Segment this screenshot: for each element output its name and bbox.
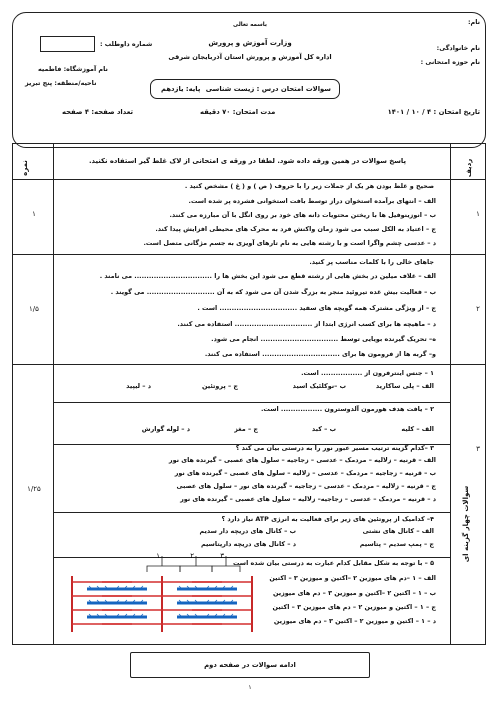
continue-notice: ادامه سوالات در صفحه دوم [204,661,296,669]
q3-s4-option-c: ج – پمپ سدیم – پتاسیم [359,540,434,548]
basmala: باسمه تعالی [233,22,267,28]
q3-s4-prompt: ۴– کدامیک از پروتئین های زیر برای فعالیت به انرژی ATP نیاز دارد ؟ [221,515,434,523]
score-column-divider [53,144,54,644]
q2-item-d: د – ماهیچه ها برای کسب انرژی ابتدا از ................................ استفاده می کنند. [177,320,436,328]
q1-prompt: صحیح و غلط بودن هر یک از جملات زیر را با حروف ( ص ) و ( غ ) مشخص کنید . [184,182,434,190]
q3-s5-option-a: الف – ۱ –دم های میوزین ۲ –اکتین و میوزین ۳ – اکتین [269,574,436,582]
exam-title-banner [150,79,340,99]
q2-item-e: ه– تحریک گیرنده بویایی توسط ................................ انجام می شود. [211,335,436,343]
student-id-label: شماره داوطلب : [100,40,153,48]
q3-s1-prompt: ۱ – جنس اینترفرون از ................. است. [301,369,434,377]
q3-s3-option-c: ج – قرنیه – زلالیه – مردمک – عدسی – زجاجیه – گیرنده های نور – سلول های عصبی [176,482,436,490]
q2-divider [13,364,485,365]
q3-s2-option-b: ب – کبد [311,425,336,433]
page-number: ۱ [248,684,252,691]
q2-item-b: ب – فعالیت بیش غده تیروئید منجر به بزرگ شدن آن می شود که به آن ............................ می گویند . [110,288,436,296]
ministry-name: وزارت آموزش و پرورش [208,39,292,47]
score-column-header: نمره [21,160,29,176]
q3-s2-prompt: ۲ – یافت هدف هورمون آلدوسترون ................. است. [261,405,434,413]
q2-item-c: ج – از ویژگی مشترک همه گویچه های سفید ................................ است . [197,304,436,312]
q3-s2-option-a: الف – کلیه [401,425,434,433]
q3-s4-option-b: ب – کانال های دریچه دار سدیم [199,527,296,535]
q2-score: ۱/۵ [29,305,39,313]
grade-label: پایه: یازدهم [161,85,201,93]
district-name: ناحیه/منطقه: پنج تبریز [25,79,97,87]
q1-number: ۱ [476,210,480,218]
q3-sub1-divider [53,402,451,403]
row-column-divider [450,144,451,644]
figure-label-3: ۳ [220,552,224,560]
q3-s5-option-d: د – ۱ – اکتین و میوزین ۲ – اکتین ۳ – دم های میوزین [273,617,436,625]
q3-s3-option-d: د – قرنیه – مردمک – عدسی – زجاجیه– زلالیه – سلول های عصبی – گیرنده های نور [180,495,436,503]
exam-duration: مدت امتحان: ۷۰ دقیقه [200,108,276,116]
q3-s4-option-d: د – کانال های دریچه دارپتاسیم [200,540,296,548]
exam-date: تاریخ امتحان : ۴ / ۱۰ / ۱۴۰۱ [387,108,480,116]
name-label: نام: [467,18,480,26]
q3-s3-option-a: الف – قرنیه – زلالیه – مردمک – عدسی – زجاجیه – سلول های عصبی – گیرنده های نور [168,456,436,464]
q3-s2-option-c: ج – مغز [234,425,258,433]
q1-divider [13,254,485,255]
q3-s5-option-b: ب – ۱ – اکتین ۲ –اکتین و میوزین ۳ – دم های میوزین [272,589,436,597]
q3-side-label: سوالات چهار گزینه ای [462,485,470,563]
q3-s3-option-b: ب – قرنیه – زجاجیه – مردمک – عدسی – زلالیه – سلول های عصبی – گیرنده های نور [174,469,436,477]
header-row-divider [13,179,485,180]
exam-instruction: پاسخ سوالات در همین ورقه داده شود. لطفا در ورقه ی امتحانی از لاک غلط گیر استفاده نکنید. [88,157,406,165]
q1-item-c: ج – اعتیاد به الکل سبب می شود زمان واکنش فرد به محرک های محیطی افزایش پیدا کند. [155,225,436,233]
exam-title: سوالات امتحان درس : زیست شناسی [205,85,331,93]
q3-s4-option-a: الف – کانال های نشتی [362,527,434,535]
family-label: نام خانوادگی: [436,44,480,52]
q3-sub3-divider [53,512,451,513]
q3-s1-option-a: الف – پلی ساکارید [375,382,434,390]
student-id-field[interactable] [40,36,95,52]
q2-item-f: و– گربه ها از فرومون ها برای ................................ استفاده می کنند. [204,350,436,358]
page-count: تعداد صفحه: ۴ صفحه [62,108,134,116]
q1-item-b: ب – انوزینوفیل ها با ریختن محتویات دانه های خود بر روی انگل با آن مبارزه می کنند. [169,211,436,219]
directorate-name: اداره کل آموزش و پرورش استان آذربایجان شرقی [168,53,332,61]
q3-s2-option-d: د – لوله گوارش [141,425,190,433]
q3-s5-prompt: ۵ – با توجه به شکل مقابل کدام عبارت به درستی بیان شده است [233,559,434,567]
row-column-header: ردیف [465,158,473,178]
q3-s1-option-d: د – لیپید [126,382,151,390]
school-name: نام آموزشگاه: فاطمیه [38,65,108,73]
figure-label-2: ۲ [190,552,194,560]
q3-s1-option-c: ج – پروتئین [202,382,238,390]
continue-notice-box [130,652,370,678]
q2-number: ۲ [476,305,480,313]
q3-s3-prompt: ۳ –کدام گزینه ترتیب مسیر عبور نور را به درستی بیان می کند ؟ [235,444,434,452]
sarcomere-figure [62,552,262,638]
q3-score: ۱/۲۵ [27,485,41,493]
q2-prompt: جاهای خالی را با کلمات مناسب پر کنید. [309,258,434,266]
exam-center-label: نام حوزه امتحانی : [420,58,480,66]
q1-score: ۱ [32,210,36,218]
q2-item-a: الف – غلاف میلین در بخش هایی از رشته قطع می شود این بخش ها را ................................ می نامند . [99,272,436,280]
figure-label-1: ۱ [156,552,160,560]
q3-s1-option-b: ب –نوکلئیک اسید [292,382,346,390]
q3-number: ۳ [476,445,480,453]
q1-item-d: د – عدسی چشم واگرا است و با رشته هایی به نام تارهای آویزی به جسم مژگانی متصل است. [143,239,436,247]
q3-s5-option-c: ج – ۱ – اکتین و میوزین ۲ – دم های میوزین ۳ – اکتین [272,603,436,611]
q1-item-a: الف – انتهای برآمده استخوان دراز توسط بافت استخوانی فشرده پر شده است. [188,197,436,205]
